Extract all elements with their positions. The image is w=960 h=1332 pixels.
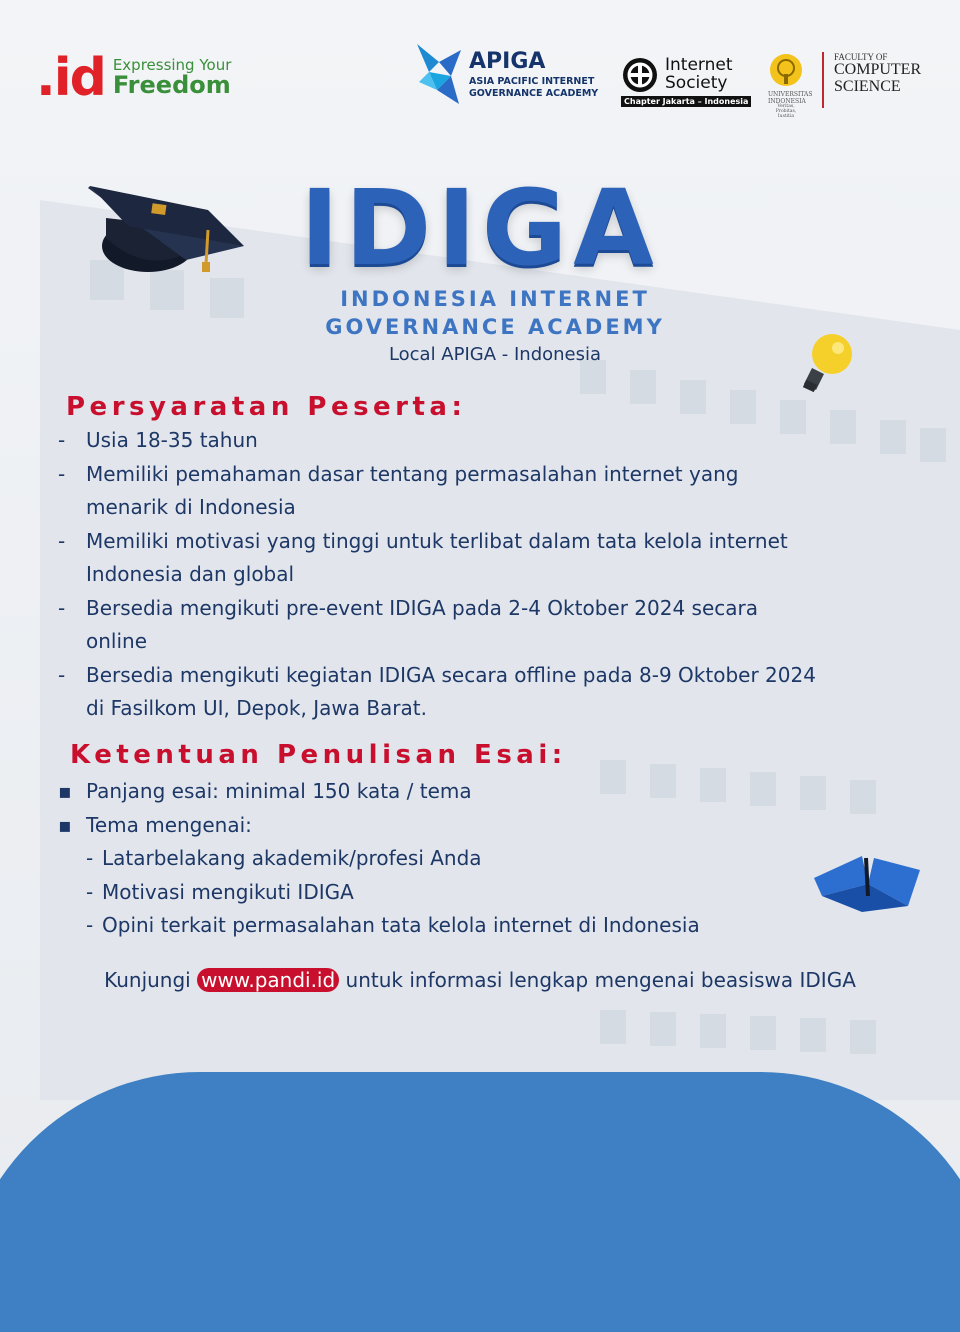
- local-apiga-label: Local APIGA - Indonesia: [388, 344, 602, 365]
- id-logo-tagline-top: Expressing Your: [112, 55, 232, 74]
- apiga-subtitle-line1: ASIA PACIFIC INTERNET: [469, 76, 595, 88]
- list-item: [86, 842, 918, 876]
- ui-motto: Veritas, Probitas, Iustitia: [775, 104, 797, 120]
- square-bullet-icon: ▪: [58, 779, 72, 803]
- subtitle-line2: GOVERNANCE ACADEMY: [325, 315, 665, 339]
- list-dash: -: [58, 662, 66, 687]
- list-item: [58, 592, 918, 659]
- isoc-name-line1: Internet: [665, 55, 733, 76]
- id-logo-tagline-bottom: Freedom: [112, 71, 231, 100]
- list-item-text: Latarbelakang akademik/profesi Anda: [102, 846, 482, 870]
- pandi-website-link[interactable]: www.pandi.id: [197, 968, 339, 992]
- faculty-computer-science-logo: [822, 52, 921, 108]
- list-item: [58, 424, 918, 458]
- list-item-text: Opini terkait permasalahan tata kelola internet di Indonesia: [102, 913, 700, 937]
- requirements-list: [58, 424, 918, 726]
- apiga-subtitle-line2: GOVERNANCE ACADEMY: [469, 87, 599, 99]
- page-title: IDIGA: [300, 167, 660, 289]
- requirements-heading: Persyaratan Peserta:: [66, 392, 467, 422]
- universitas-indonesia-logo: [768, 52, 813, 120]
- list-item-text-cont: Indonesia dan global: [86, 562, 295, 586]
- list-item-text: Memiliki pemahaman dasar tentang permasalahan internet yang: [86, 461, 739, 486]
- ui-name-line1: UNIVERSITAS: [768, 91, 813, 98]
- cta-line: [0, 968, 960, 992]
- ui-name-line2: INDONESIA: [768, 97, 806, 105]
- essay-list: [58, 775, 918, 943]
- cta-suffix: untuk informasi lengkap mengenai beasiswa IDIGA: [345, 968, 856, 992]
- themes-list: [58, 842, 918, 943]
- list-item: [58, 659, 918, 726]
- list-dash: -: [58, 428, 66, 452]
- list-item-text: Tema mengenai:: [86, 812, 252, 837]
- globe-icon: [621, 56, 659, 94]
- list-dash: -: [58, 595, 66, 620]
- faculty-line3: SCIENCE: [834, 77, 901, 95]
- apiga-name: APIGA: [469, 49, 546, 75]
- isoc-chapter: Chapter Jakarta – Indonesia: [621, 96, 751, 107]
- list-dash: -: [86, 913, 94, 937]
- id-logo-mark: .id: [36, 48, 105, 108]
- isoc-name-line2: Society: [665, 73, 728, 93]
- apiga-icon: [415, 42, 465, 108]
- list-item-text-cont: di Fasilkom UI, Depok, Jawa Barat.: [86, 696, 427, 720]
- footer-shape: [0, 1072, 960, 1332]
- list-item-text: Bersedia mengikuti kegiatan IDIGA secara offline pada 8-9 Oktober 2024: [86, 662, 816, 687]
- makara-emblem-icon: [768, 52, 804, 88]
- subtitle-line1: INDONESIA INTERNET: [340, 287, 650, 311]
- list-dash: -: [86, 846, 94, 870]
- faculty-line2: COMPUTER: [834, 61, 922, 78]
- pandi-id-logo: [36, 48, 232, 108]
- cta-prefix: Kunjungi: [104, 968, 191, 992]
- list-item-text: Panjang esai: minimal 150 kata / tema: [86, 779, 472, 803]
- list-item: [58, 458, 918, 525]
- list-dash: -: [86, 879, 94, 904]
- list-item: [58, 809, 918, 843]
- list-item-text: Usia 18-35 tahun: [86, 428, 258, 452]
- list-dash: -: [58, 461, 66, 486]
- square-bullet-icon: ▪: [58, 812, 72, 837]
- essay-heading: Ketentuan Penulisan Esai:: [70, 740, 567, 770]
- list-item: [86, 909, 918, 943]
- list-item-text: Motivasi mengikuti IDIGA: [102, 879, 354, 904]
- list-item-text: Memiliki motivasi yang tinggi untuk terlibat dalam tata kelola internet: [86, 528, 788, 553]
- list-dash: -: [58, 528, 66, 553]
- list-item-text-cont: online: [86, 629, 148, 653]
- faculty-line1: FACULTY OF: [834, 52, 888, 62]
- list-item-text-cont: menarik di Indonesia: [86, 495, 296, 519]
- list-item: [86, 876, 918, 910]
- list-item-text: Bersedia mengikuti pre-event IDIGA pada 2-4 Oktober 2024 secara: [86, 595, 758, 620]
- apiga-logo: [415, 42, 598, 108]
- list-item: [58, 775, 918, 809]
- internet-society-logo: [621, 56, 751, 107]
- list-item: [58, 525, 918, 592]
